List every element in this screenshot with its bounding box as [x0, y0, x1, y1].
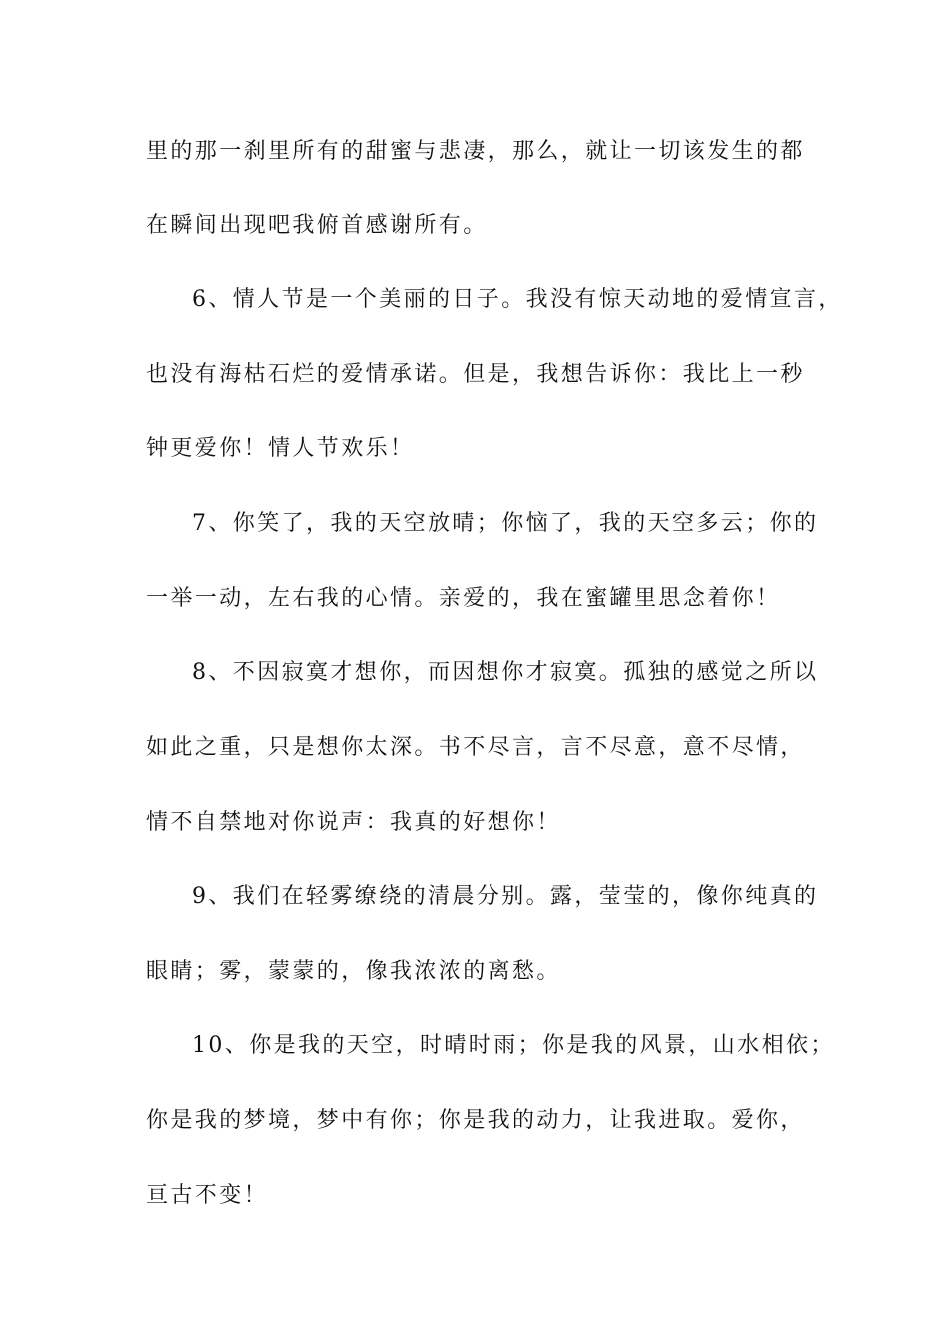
paragraph-8-start: 8、不因寂寞才想你，而因想你才寂寞。孤独的感觉之所以	[192, 660, 819, 685]
text-line: 里的那一刹里所有的甜蜜与悲凄，那么，就让一切该发生的都	[146, 139, 805, 164]
paragraph-7-start: 7、你笑了，我的天空放晴；你恼了，我的天空多云；你的	[192, 511, 819, 536]
text-line: 在瞬间出现吧我俯首感谢所有。	[146, 213, 488, 238]
text-line: 情不自禁地对你说声：我真的好想你！	[146, 810, 561, 835]
text-line: 钟更爱你！情人节欢乐！	[146, 436, 415, 461]
paragraph-6-start: 6、情人节是一个美丽的日子。我没有惊天动地的爱情宣言，	[192, 287, 843, 312]
paragraph-9-start: 9、我们在轻雾缭绕的清晨分别。露，莹莹的，像你纯真的	[192, 884, 819, 909]
text-line: 眼睛；雾，蒙蒙的，像我浓浓的离愁。	[146, 959, 561, 984]
text-line: 一举一动，左右我的心情。亲爱的，我在蜜罐里思念着你！	[146, 586, 781, 611]
text-line: 如此之重，只是想你太深。书不尽言，言不尽意，意不尽情，	[146, 735, 805, 760]
paragraph-10-start: 10、你是我的天空，时晴时雨；你是我的风景，山水相依；	[192, 1033, 835, 1058]
text-line: 你是我的梦境，梦中有你；你是我的动力，让我进取。爱你，	[146, 1108, 805, 1133]
text-line: 也没有海枯石烂的爱情承诺。但是，我想告诉你：我比上一秒	[146, 362, 805, 387]
text-line: 亘古不变！	[146, 1183, 269, 1208]
